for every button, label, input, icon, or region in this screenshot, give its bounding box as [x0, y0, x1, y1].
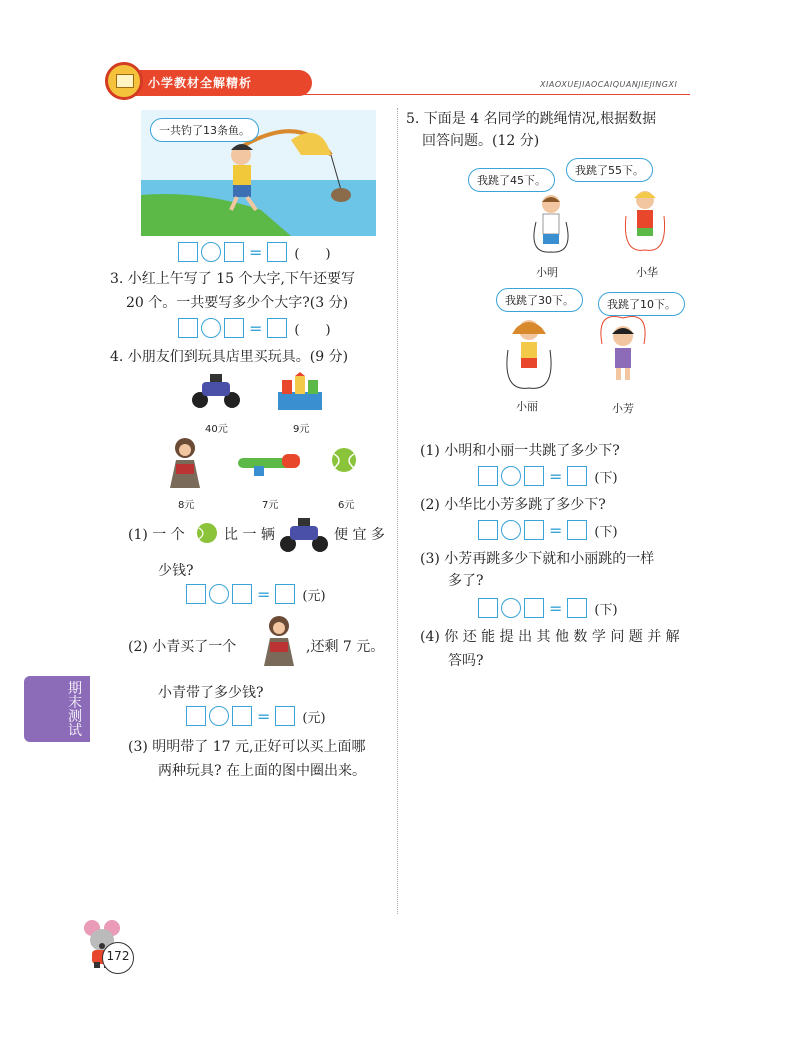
answer-box[interactable]: [224, 242, 244, 262]
answer-box[interactable]: [232, 706, 252, 726]
q5-1: (1) 小明和小丽一共跳了多少下?: [420, 443, 620, 459]
q4-title: 4. 小朋友们到玩具店里买玩具。(9 分): [110, 349, 349, 365]
operator-circle[interactable]: [201, 318, 221, 338]
equals-sign: =: [257, 706, 271, 726]
kid-name-xiaohua: 小华: [636, 266, 658, 279]
q4-2-part-b: ,还剩 7 元。: [306, 639, 385, 655]
q5-3-line2: 多了?: [448, 573, 484, 589]
fish-speech-bubble: 一共钓了13条鱼。: [150, 118, 259, 142]
unit-label: (下): [594, 524, 618, 540]
price-ball: 6元: [338, 500, 355, 511]
kid-bubble-xiaofang: 我跳了10下。: [598, 292, 685, 316]
q2-equation: [178, 242, 331, 262]
answer-box[interactable]: [478, 520, 498, 540]
operator-circle[interactable]: [201, 242, 221, 262]
q4-1-part-a: (1) 一 个: [128, 527, 185, 543]
doll-icon: [162, 436, 208, 492]
doll-icon: [256, 612, 302, 672]
header-pinyin: XIAOXUEJIAOCAIQUANJIEJINGXI: [540, 80, 678, 89]
answer-box[interactable]: [524, 466, 544, 486]
q4-2-equation: [186, 706, 326, 726]
tennis-ball-icon: [330, 446, 358, 478]
book-logo-inner: [116, 74, 134, 88]
unit-label: (元): [302, 588, 326, 604]
answer-box[interactable]: [567, 598, 587, 618]
answer-box[interactable]: [267, 318, 287, 338]
unit-label: (元): [302, 710, 326, 726]
q3-equation: [178, 318, 331, 338]
kid-name-xiaoli: 小丽: [516, 400, 538, 413]
header-rule: [300, 94, 690, 95]
answer-box[interactable]: [232, 584, 252, 604]
motorbike-toy-icon: [190, 370, 242, 414]
q5-4-line2: 答吗?: [448, 653, 484, 669]
q3-line2: 20 个。一共要写多少个大字?(3 分): [126, 295, 349, 311]
q5-3-equation: [478, 598, 618, 618]
answer-box[interactable]: [267, 242, 287, 262]
equals-sign: =: [549, 598, 563, 618]
answer-box[interactable]: [275, 584, 295, 604]
operator-circle[interactable]: [209, 584, 229, 604]
answer-box[interactable]: [524, 598, 544, 618]
column-divider: [397, 108, 398, 914]
page-number: 172: [106, 949, 130, 963]
q4-1-part-b: 比 一 辆: [224, 527, 275, 543]
answer-box[interactable]: [275, 706, 295, 726]
girl-skipping-icon: [622, 186, 668, 260]
side-tab-label: 期末测试: [68, 681, 82, 739]
answer-box[interactable]: [186, 584, 206, 604]
q3-line1: 3. 小红上午写了 15 个大字,下午还要写: [110, 271, 355, 287]
castle-blocks-icon: [276, 372, 324, 416]
price-watergun: 7元: [262, 500, 279, 511]
answer-box[interactable]: [178, 242, 198, 262]
girl-skipping-icon: [502, 316, 556, 396]
unit-label: (下): [594, 602, 618, 618]
kid-bubble-xiaoli: 我跳了30下。: [496, 288, 583, 312]
answer-box[interactable]: [224, 318, 244, 338]
equals-sign: =: [549, 520, 563, 540]
unit-label: ( ): [294, 322, 331, 338]
kid-name-xiaofang: 小芳: [612, 402, 634, 415]
q4-2-part-a: (2) 小青买了一个: [128, 639, 237, 655]
kid-bubble-xiaohua: 我跳了55下。: [566, 158, 653, 182]
answer-box[interactable]: [186, 706, 206, 726]
answer-box[interactable]: [567, 520, 587, 540]
q4-3-line1: (3) 明明带了 17 元,正好可以买上面哪: [128, 739, 366, 755]
operator-circle[interactable]: [501, 598, 521, 618]
answer-box[interactable]: [524, 520, 544, 540]
q4-1-part-c: 便 宜 多: [334, 527, 385, 543]
tennis-ball-icon: [196, 522, 218, 548]
answer-box[interactable]: [478, 466, 498, 486]
unit-label: (下): [594, 470, 618, 486]
girl-skipping-icon: [596, 314, 650, 394]
equals-sign: =: [249, 242, 263, 262]
water-gun-icon: [234, 450, 304, 480]
q5-2: (2) 小华比小芳多跳了多少下?: [420, 497, 606, 513]
q4-2-line2: 小青带了多少钱?: [158, 685, 264, 701]
answer-box[interactable]: [567, 466, 587, 486]
kid-name-xiaoming: 小明: [536, 266, 558, 279]
operator-circle[interactable]: [501, 466, 521, 486]
q5-3-line1: (3) 小芳再跳多少下就和小丽跳的一样: [420, 551, 655, 567]
q5-4-line1: (4) 你 还 能 提 出 其 他 数 学 问 题 并 解: [420, 629, 680, 645]
equals-sign: =: [249, 318, 263, 338]
q4-1-equation: [186, 584, 326, 604]
boy-skipping-icon: [528, 192, 574, 260]
price-doll: 8元: [178, 500, 195, 511]
operator-circle[interactable]: [209, 706, 229, 726]
answer-box[interactable]: [478, 598, 498, 618]
unit-label: ( ): [294, 246, 331, 262]
price-motorbike: 40元: [205, 424, 228, 435]
header-title: 小学教材全解精析: [148, 76, 253, 90]
q4-3-line2: 两种玩具? 在上面的图中圈出来。: [158, 763, 366, 779]
answer-box[interactable]: [178, 318, 198, 338]
price-blocks: 9元: [293, 424, 310, 435]
q5-2-equation: [478, 520, 618, 540]
q5-line2: 回答问题。(12 分): [422, 133, 540, 149]
equals-sign: =: [549, 466, 563, 486]
q5-line1: 5. 下面是 4 名同学的跳绳情况,根据数据: [406, 111, 657, 127]
motorbike-toy-icon: [278, 514, 330, 558]
kid-bubble-xiaoming: 我跳了45下。: [468, 168, 555, 192]
equals-sign: =: [257, 584, 271, 604]
q5-1-equation: [478, 466, 618, 486]
q4-1-line2: 少钱?: [158, 563, 194, 579]
operator-circle[interactable]: [501, 520, 521, 540]
